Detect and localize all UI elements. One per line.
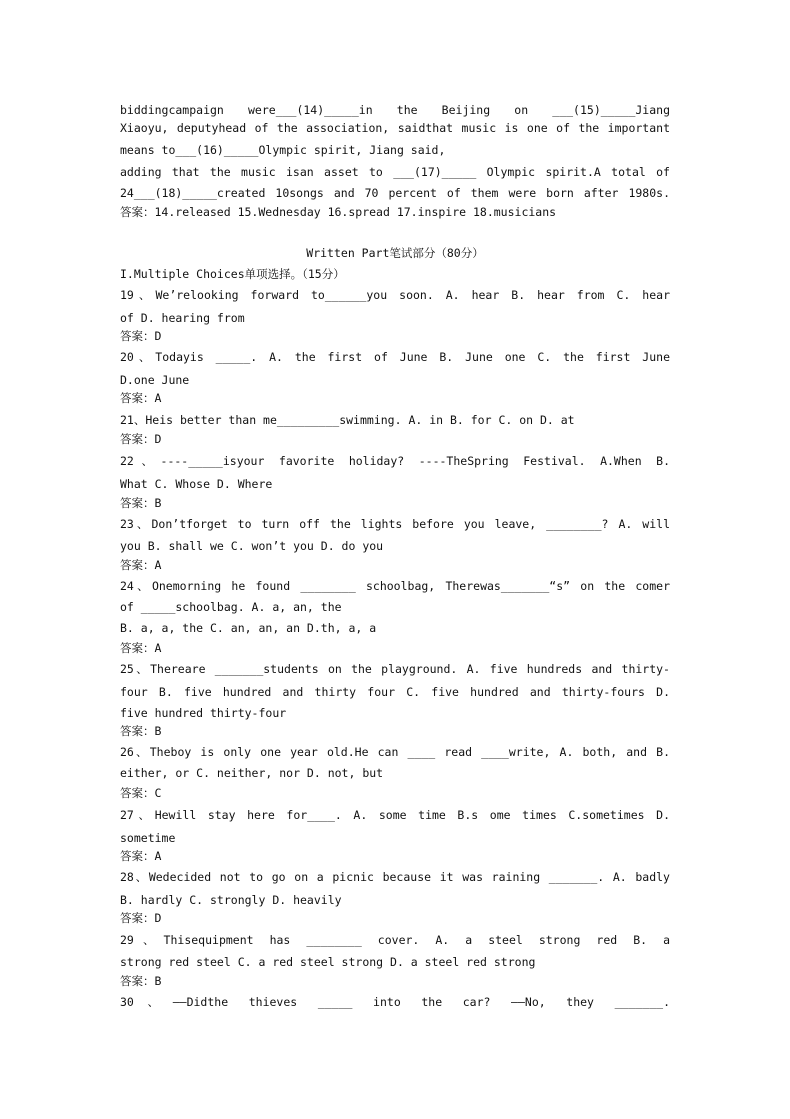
question-line: What C. Whose D. Where	[120, 477, 273, 491]
answer-line: 答案：D	[120, 329, 162, 343]
question-line: 25、Thereare _______students on the playground. A. five hundreds and thirty-	[120, 662, 670, 676]
question-line: five hundred thirty-four	[120, 706, 287, 720]
answer-line: 答案：C	[120, 786, 162, 800]
passage-line: Xiaoyu, deputyhead of the association, saidthat music is one of the important	[120, 121, 670, 135]
question-line: 30、——Didthe thieves _____ into the car? ——No, they _______.	[120, 995, 670, 1009]
question-line: either, or C. neither, nor D. not, but	[120, 766, 384, 780]
question-line: 20、Todayis _____. A. the first of June B. June one C. the first June	[120, 350, 670, 364]
passage-answer: 答案：14.released 15.Wednesday 16.spread 17.inspire 18.musicians	[120, 205, 557, 219]
question-line: 26、Theboy is only one year old.He can ____ read ____write, A. both, and B.	[120, 745, 670, 759]
answer-line: 答案：A	[120, 641, 162, 655]
question-line: 23、Don’tforget to turn off the lights before you leave, ________? A. will	[120, 517, 670, 531]
question-line: 19、We’relooking forward to______you soon. A. hear B. hear from C. hear	[120, 288, 670, 302]
question-line: 24、Onemorning he found ________ schoolbag, Therewas_______“s” on the comer	[120, 579, 670, 593]
answer-line: 答案：A	[120, 391, 162, 405]
answer-line: 答案：D	[120, 432, 162, 446]
question-line: you B. shall we C. won’t you D. do you	[120, 539, 384, 553]
question-line: B. hardly C. strongly D. heavily	[120, 893, 342, 907]
answer-line: 答案：B	[120, 974, 162, 988]
question-line: 28、Wedecided not to go on a picnic because it was raining _______. A. badly	[120, 870, 670, 884]
answer-line: 答案：A	[120, 849, 162, 863]
question-line: 22、----_____isyour favorite holiday? ----TheSpring Festival. A.When B.	[120, 454, 670, 468]
question-line: 29、Thisequipment has ________ cover. A. a steel strong red B. a	[120, 933, 670, 947]
answer-line: 答案：D	[120, 911, 162, 925]
passage-line: means to___(16)_____Olympic spirit, Jiang said,	[120, 143, 446, 157]
section-subtitle: I.Multiple Choices单项选择。（15分）	[120, 267, 345, 281]
question-line: of D. hearing from	[120, 311, 245, 325]
question-line: 21、Heis better than me_________swimming. A. in B. for C. on D. at	[120, 413, 575, 427]
question-line: D.one June	[120, 373, 190, 387]
section-title: Written Part笔试部分（80分）	[306, 246, 484, 260]
question-line: sometime	[120, 831, 176, 845]
passage-line: 24___(18)_____created 10songs and 70 percent of them were born after 1980s.	[120, 186, 670, 200]
question-line: four B. five hundred and thirty four C. five hundred and thirty-fours D.	[120, 685, 670, 699]
question-line: B. a, a, the C. an, an, an D.th, a, a	[120, 621, 377, 635]
question-line: 27、Hewill stay here for____. A. some time B.s ome times C.sometimes D.	[120, 808, 670, 822]
question-line: strong red steel C. a red steel strong D. a steel red strong	[120, 955, 536, 969]
passage-line: adding that the music isan asset to ___(17)_____ Olympic spirit.A total of	[120, 165, 670, 179]
answer-line: 答案：B	[120, 496, 162, 510]
answer-line: 答案：B	[120, 724, 162, 738]
passage-line: biddingcampaign were___(14)_____in the Beijing on ___(15)_____Jiang	[120, 103, 670, 117]
answer-line: 答案：A	[120, 558, 162, 572]
question-line: of _____schoolbag. A. a, an, the	[120, 600, 342, 614]
